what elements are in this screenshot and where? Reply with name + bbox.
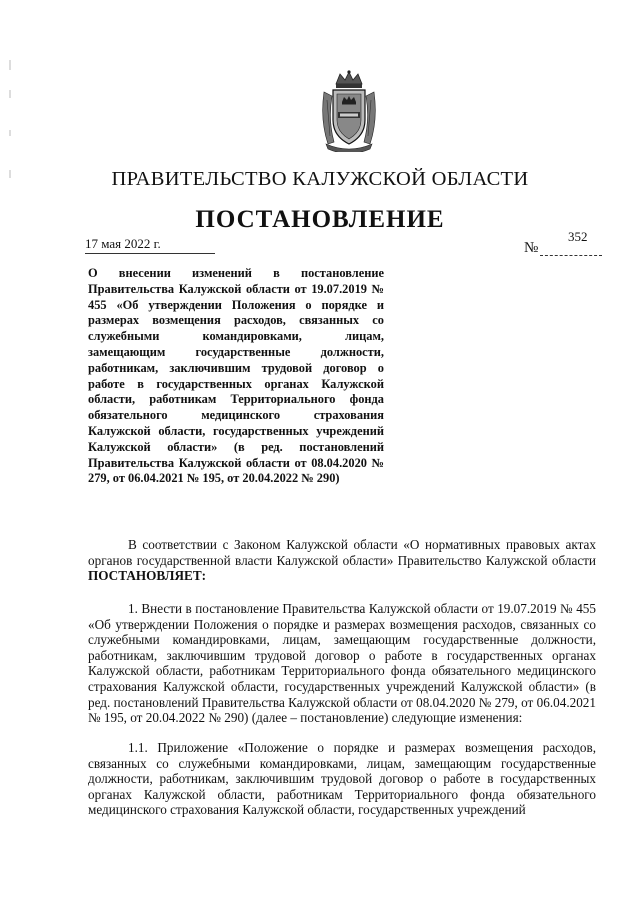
document-subject: О внесении изменений в постановление Правительства Калужской области от 19.07.2019 № 455 «Об утверждении Положения о порядке и размерах возмещения расходов, связанных со служебными командировками, лицам, замещающим государственные должности, работникам, заключившим трудовой договор о работе в государственных органах Калужской области, работникам Территориального фонда обязательного медицинского страхования Калужской области, государственных учреждений Калужской области» (в ред. постановлений Правительства Калужской области от 08.04.2020 № 279, от 06.04.2021 № 195, от 20.04.2022 № 290) <box>88 266 384 486</box>
document-number: 352 <box>568 229 588 244</box>
coat-of-arms-emblem <box>318 70 380 152</box>
document-type-title: ПОСТАНОВЛЕНИЕ <box>195 206 445 233</box>
document-date: 17 мая 2022 г. <box>85 236 161 251</box>
preamble-paragraph <box>88 537 596 584</box>
organization-heading: ПРАВИТЕЛЬСТВО КАЛУЖСКОЙ ОБЛАСТИ <box>111 168 529 190</box>
item-1-paragraph: 1. Внести в постановление Правительства Калужской области от 19.07.2019 № 455 «Об утверждении Положения о порядке и размерах возмещения расходов, связанных со служебными командировками, лицам, замещающим государственные должности, работникам, заключившим трудовой договор о работе в государственных органах Калужской области, работникам Территориального фонда обязательного медицинского страхования Калужской области, государственных учреждений Калужской области» (в ред. постановлений Правительства Калужской области от 08.04.2020 № 279, от 06.04.2021 № 195, от 20.04.2022 № 290) (далее – постановление) следующие изменения: <box>88 601 596 726</box>
number-underline <box>540 255 602 256</box>
item-1-1-paragraph: 1.1. Приложение «Положение о порядке и размерах возмещения расходов, связанных со служебными командировками, лицам, замещающим государственные должности, работникам, заключившим трудовой договор о работе в государственных органах Калужской области, работникам Территориального фонда обязательного медицинского страхования Калужской области, государственных учреждений <box>88 740 596 818</box>
number-label: № <box>524 240 539 256</box>
preamble-text: В соответствии с Законом Калужской области «О нормативных правовых актах органов государственной власти Калужской области» Правительство Калужской области <box>88 537 596 568</box>
date-underline <box>85 253 215 254</box>
preamble-resolves: ПОСТАНОВЛЯЕТ: <box>88 568 207 584</box>
